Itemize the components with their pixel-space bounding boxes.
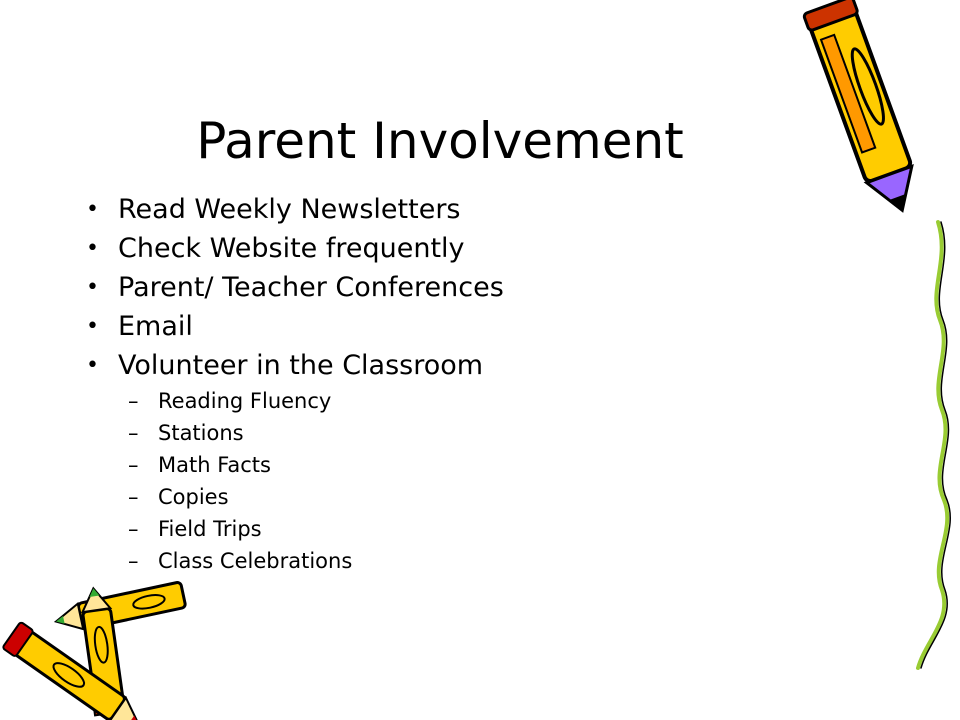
- list-item: [86, 268, 504, 307]
- sub-bullet-text: Class Celebrations: [158, 549, 353, 573]
- sub-list-container: [86, 385, 504, 577]
- bullet-text: Read Weekly Newsletters: [118, 194, 461, 225]
- sub-bullet-list: [86, 385, 504, 577]
- bullet-text: Email: [118, 311, 193, 342]
- bullet-text: Volunteer in the Classroom: [118, 350, 484, 381]
- bullet-icon: •: [86, 236, 99, 261]
- bullet-icon: •: [86, 275, 99, 300]
- sub-bullet-text: Math Facts: [158, 453, 271, 477]
- dash-icon: –: [128, 517, 139, 541]
- list-item: [86, 229, 504, 268]
- list-item: [86, 190, 504, 229]
- slide-title: Parent Involvement: [196, 112, 684, 170]
- sub-bullet-text: Reading Fluency: [158, 389, 332, 413]
- dash-icon: –: [128, 421, 139, 445]
- list-item: [86, 346, 504, 385]
- bullet-icon: •: [86, 353, 99, 378]
- sub-bullet-text: Copies: [158, 485, 229, 509]
- squiggle-line-icon: [918, 222, 947, 668]
- sub-bullet-text: Field Trips: [158, 517, 262, 541]
- dash-icon: –: [128, 549, 139, 573]
- bullet-text: Parent/ Teacher Conferences: [118, 272, 504, 303]
- bullet-text: Check Website frequently: [118, 233, 465, 264]
- bullet-list: [86, 190, 504, 577]
- pencil-cluster-icon: [0, 570, 200, 720]
- sub-list-item: [86, 417, 504, 449]
- bullet-icon: •: [86, 197, 99, 222]
- dash-icon: –: [128, 485, 139, 509]
- dash-icon: –: [128, 453, 139, 477]
- bullet-icon: •: [86, 314, 99, 339]
- sub-list-item: [86, 481, 504, 513]
- sub-bullet-text: Stations: [158, 421, 244, 445]
- pencil-icon: [800, 0, 960, 720]
- list-item: [86, 307, 504, 346]
- sub-list-item: [86, 545, 504, 577]
- dash-icon: –: [128, 389, 139, 413]
- sub-list-item: [86, 449, 504, 481]
- sub-list-item: [86, 513, 504, 545]
- sub-list-item: [86, 385, 504, 417]
